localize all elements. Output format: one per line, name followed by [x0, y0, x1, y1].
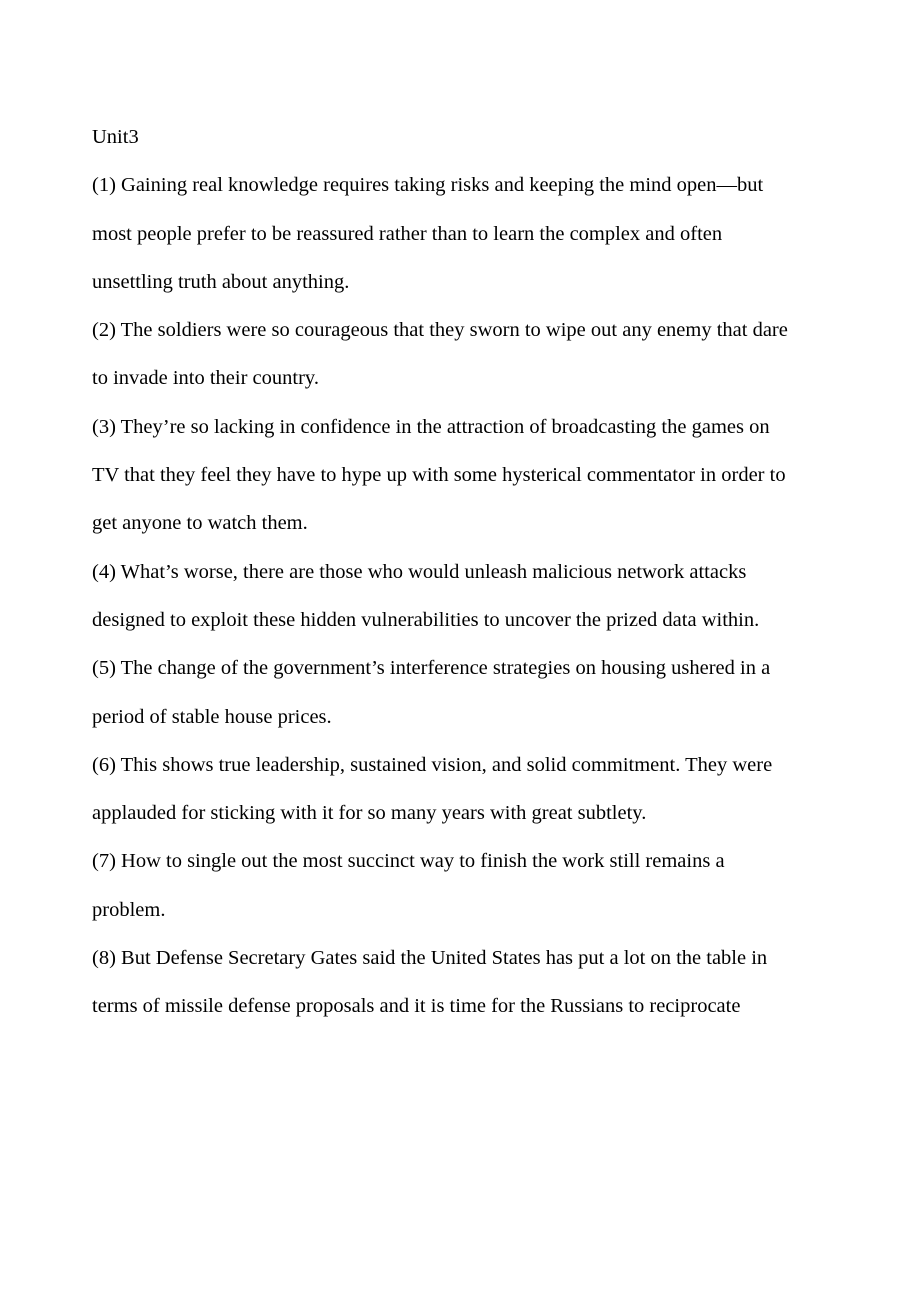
sentence-line: TV that they feel they have to hype up with some hysterical commentator in order to: [92, 464, 786, 487]
sentence-line: (8) But Defense Secretary Gates said the United States has put a lot on the table in: [92, 947, 768, 970]
sentence-line: terms of missile defense proposals and it is time for the Russians to reciprocate: [92, 995, 741, 1018]
sentence-7: [92, 837, 837, 934]
unit-heading: Unit3: [92, 126, 139, 148]
sentence-line: (3) They’re so lacking in confidence in the attraction of broadcasting the games on: [92, 415, 770, 438]
sentence-line: period of stable house prices.: [92, 705, 332, 728]
sentence-line: (7) How to single out the most succinct way to finish the work still remains a: [92, 850, 725, 873]
sentence-line: most people prefer to be reassured rather than to learn the complex and often: [92, 222, 723, 245]
sentence-8: [92, 934, 837, 1031]
sentence-line: (5) The change of the government’s interference strategies on housing ushered in a: [92, 657, 771, 680]
sentence-line: unsettling truth about anything.: [92, 270, 350, 293]
sentence-3: [92, 403, 837, 548]
sentence-line: applauded for sticking with it for so many years with great subtlety.: [92, 802, 647, 825]
sentence-5: [92, 644, 837, 741]
sentence-line: designed to exploit these hidden vulnerabilities to uncover the prized data within.: [92, 608, 760, 631]
sentence-1: [92, 161, 837, 306]
sentence-line: to invade into their country.: [92, 367, 319, 390]
sentence-line: (6) This shows true leadership, sustained vision, and solid commitment. They were: [92, 753, 773, 776]
sentence-line: get anyone to watch them.: [92, 512, 308, 535]
sentence-line: (1) Gaining real knowledge requires taking risks and keeping the mind open—but: [92, 174, 764, 197]
sentence-2: [92, 306, 837, 403]
sentence-4: [92, 548, 837, 645]
sentence-line: problem.: [92, 898, 166, 921]
document-body: [92, 113, 837, 1031]
sentence-line: (2) The soldiers were so courageous that they sworn to wipe out any enemy that dare: [92, 319, 788, 342]
sentence-6: [92, 741, 837, 838]
sentence-line: (4) What’s worse, there are those who would unleash malicious network attacks: [92, 560, 747, 583]
